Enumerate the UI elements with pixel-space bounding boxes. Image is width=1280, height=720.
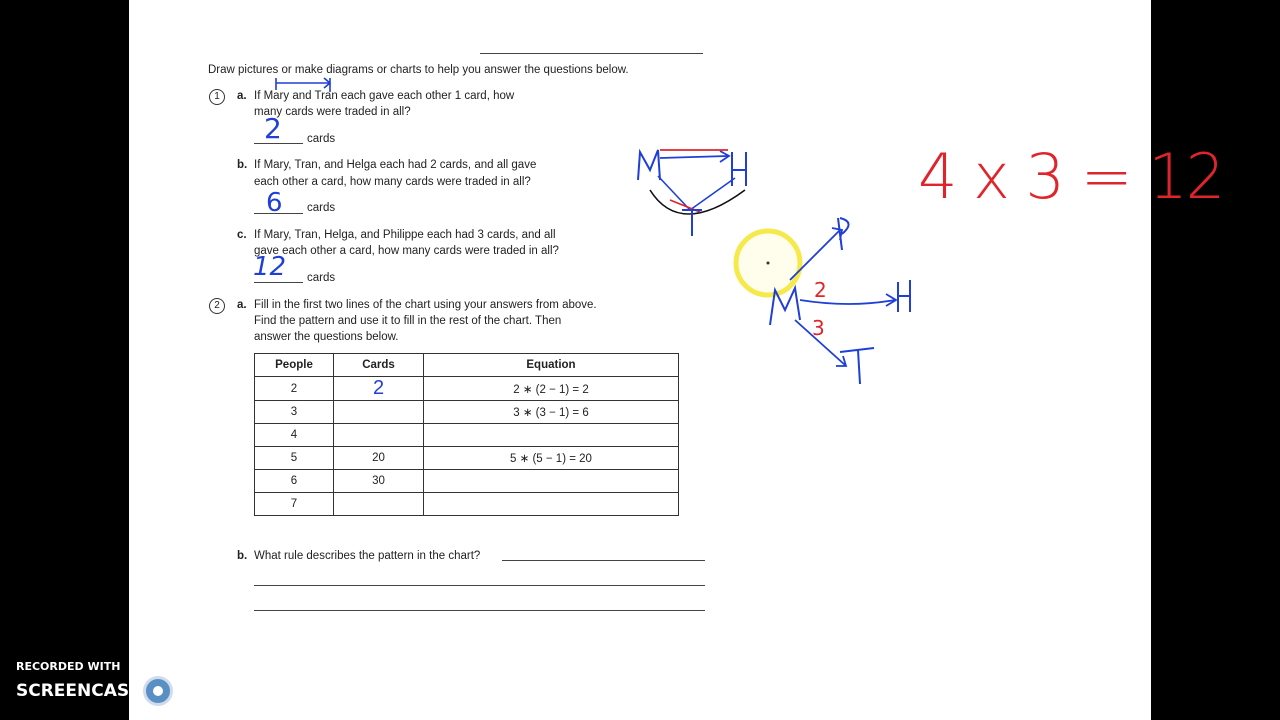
table-row [255,493,679,516]
people-cell: 3 [255,401,334,424]
people-cell: 6 [255,470,334,493]
q1a-line2: many cards were traded in all? [254,106,411,118]
diagram-label-m [632,140,633,141]
q1b-line2: each other a card, how many cards were traded in all? [254,176,531,188]
q2a-letter: a. [237,299,247,311]
table-row [255,470,679,493]
table-row [255,401,679,424]
table-header-row [255,354,679,377]
worksheet-page [129,0,1151,720]
q2b-letter: b. [237,550,248,562]
cards-cell [334,424,424,447]
q2a-line2: Find the pattern and use it to fill in the rest of the chart. Then [254,315,562,327]
equation-annotation: 4 x 3 = 12 [918,140,1224,213]
q1b-letter: b. [237,159,248,171]
people-cell: 5 [255,447,334,470]
header-people: People [255,354,334,377]
cards-cell [334,493,424,516]
equation-cell [424,424,679,447]
question-2-number: 2 [209,298,225,314]
q1b-line1: If Mary, Tran, and Helga each had 2 cards, and all gave [254,159,537,171]
star-label-3: 3 [812,316,825,340]
q2b-answer-line-2 [254,585,705,586]
table-row [255,424,679,447]
header-cards: Cards [334,354,424,377]
q2a-line1: Fill in the first two lines of the chart using your answers from above. [254,299,597,311]
question-1-number: 1 [209,89,225,105]
cards-cell [334,401,424,424]
screencast-watermark [16,660,234,706]
watermark-recorded-with: RECORDED WITH [16,660,121,673]
q1a-letter: a. [237,90,247,102]
table-row [255,377,679,401]
q1b-answer: 6 [266,188,283,218]
q1a-answer: 2 [264,112,282,145]
pattern-table [254,353,679,516]
cards-cell: 20 [334,447,424,470]
q2a-line3: answer the questions below. [254,331,399,343]
watermark-matic: MATIC [174,681,234,701]
cards-cell: 2 [334,377,424,401]
watermark-logo-icon [143,676,173,706]
q1b-unit: cards [307,202,336,214]
q2b-text: What rule describes the pattern in the chart? [254,550,481,562]
q1c-unit: cards [307,272,336,284]
q1a-line1: If Mary and Tran each gave each other 1 card, how [254,90,515,102]
star-label-2: 2 [814,278,827,302]
equation-cell [424,493,679,516]
q2b-answer-line-1 [502,560,705,561]
q1c-line2: gave each other a card, how many cards were traded in all? [254,245,559,257]
table-row [255,447,679,470]
q1c-letter: c. [237,229,247,241]
cards-cell: 30 [334,470,424,493]
people-cell: 2 [255,377,334,401]
watermark-screencast: SCREENCAST [16,681,141,701]
q1c-answer-line [254,282,303,283]
name-line [480,53,703,54]
q1c-answer: 12 [253,252,287,282]
equation-cell [424,470,679,493]
equation-cell: 3 ∗ (3 − 1) = 6 [424,401,679,424]
equation-cell: 5 ∗ (5 − 1) = 20 [424,447,679,470]
q2b-answer-line-3 [254,610,705,611]
header-equation: Equation [424,354,679,377]
q1c-line1: If Mary, Tran, Helga, and Philippe each had 3 cards, and all [254,229,556,241]
people-cell: 7 [255,493,334,516]
q1a-unit: cards [307,133,336,145]
people-cell: 4 [255,424,334,447]
instructions: Draw pictures or make diagrams or charts to help you answer the questions below. [208,64,629,76]
equation-cell: 2 ∗ (2 − 1) = 2 [424,377,679,401]
